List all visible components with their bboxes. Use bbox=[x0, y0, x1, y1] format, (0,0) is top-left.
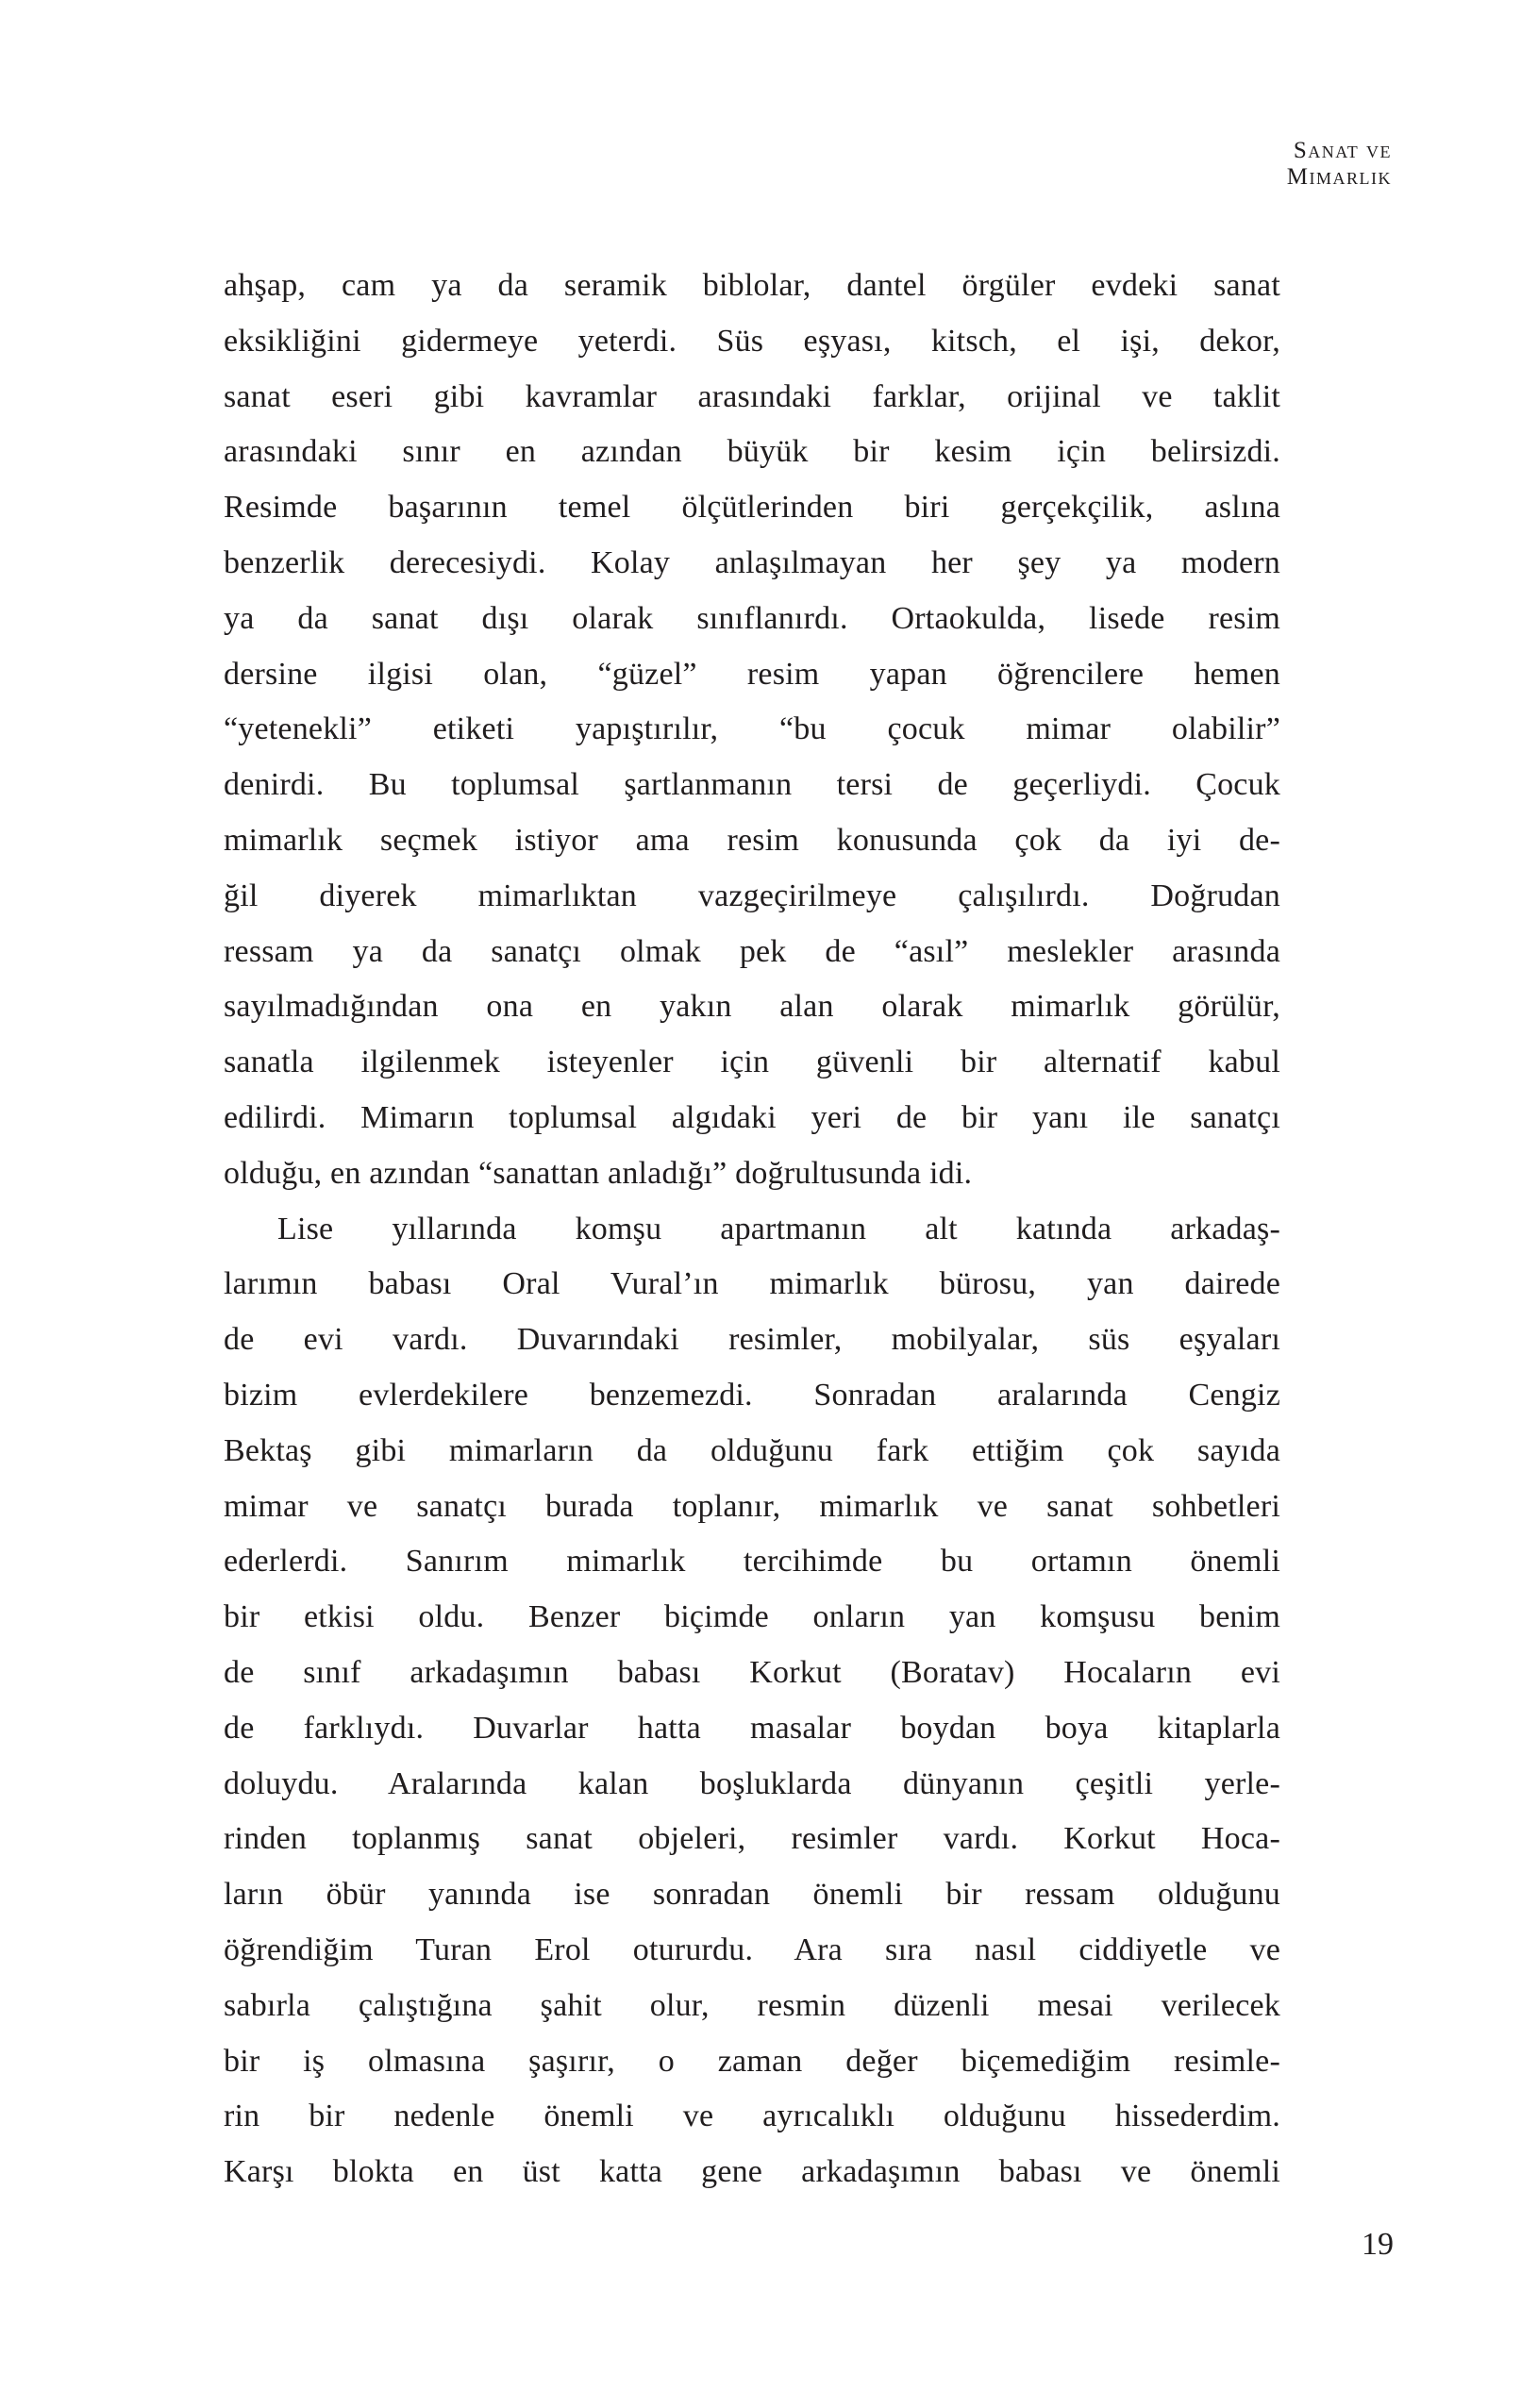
text-line: benzerlik derecesiydi. Kolay anlaşılmayan her şey ya modern bbox=[224, 544, 1280, 580]
text-line: mimarlık seçmek istiyor ama resim konusunda çok da iyi de- bbox=[224, 822, 1280, 858]
body-text-block bbox=[224, 259, 1280, 2200]
text-line: Resimde başarının temel ölçütlerinden biri gerçekçilik, aslına bbox=[224, 490, 1280, 526]
text-line: ressam ya da sanatçı olmak pek de “asıl” meslekler arasında bbox=[224, 933, 1280, 969]
text-line: mimar ve sanatçı burada toplanır, mimarlık ve sanat sohbetleri bbox=[224, 1488, 1280, 1524]
text-line: Bektaş gibi mimarların da olduğunu fark ettiğim çok sayıda bbox=[224, 1432, 1280, 1468]
text-line: doluydu. Aralarında kalan boşluklarda dünyanın çeşitli yerle- bbox=[224, 1765, 1280, 1801]
text-line: dersine ilgisi olan, “güzel” resim yapan öğrencilere hemen bbox=[224, 656, 1280, 692]
text-line: arasındaki sınır en azından büyük bir kesim için belirsizdi. bbox=[224, 434, 1280, 470]
text-line: eksikliğini gidermeye yeterdi. Süs eşyası, kitsch, el işi, dekor, bbox=[224, 323, 1280, 359]
text-line: de evi vardı. Duvarındaki resimler, mobilyalar, süs eşyaları bbox=[224, 1322, 1280, 1358]
page-number: 19 bbox=[1362, 2227, 1394, 2262]
running-header bbox=[1287, 138, 1392, 191]
text-line: öğrendiğim Turan Erol otururdu. Ara sıra nasıl ciddiyetle ve bbox=[224, 1931, 1280, 1967]
text-line: de sınıf arkadaşımın babası Korkut (Boratav) Hocaların evi bbox=[224, 1654, 1280, 1690]
text-line: Lise yıllarında komşu apartmanın alt katında arkadaş- bbox=[277, 1211, 1280, 1246]
text-line: sayılmadığından ona en yakın alan olarak mimarlık görülür, bbox=[224, 989, 1280, 1025]
text-line: ederlerdi. Sanırım mimarlık tercihimde bu ortamın önemli bbox=[224, 1544, 1280, 1580]
text-line: rinden toplanmış sanat objeleri, resimler vardı. Korkut Hoca- bbox=[224, 1821, 1280, 1857]
text-line: denirdi. Bu toplumsal şartlanmanın tersi de geçerliydi. Çocuk bbox=[224, 767, 1280, 803]
text-line: Karşı blokta en üst katta gene arkadaşımın babası ve önemli bbox=[224, 2154, 1280, 2190]
text-line: ların öbür yanında ise sonradan önemli bir ressam olduğunu bbox=[224, 1877, 1280, 1913]
text-line: bir etkisi oldu. Benzer biçimde onların yan komşusu benim bbox=[224, 1599, 1280, 1635]
running-header-line2: Mimarlık bbox=[1286, 164, 1392, 190]
text-line: sanatla ilgilenmek isteyenler için güvenli bir alternatif kabul bbox=[224, 1045, 1280, 1080]
text-line: bizim evlerdekilere benzemezdi. Sonradan aralarında Cengiz bbox=[224, 1377, 1280, 1413]
text-line: edilirdi. Mimarın toplumsal algıdaki yeri de bir yanı ile sanatçı bbox=[224, 1099, 1280, 1135]
text-line: bir iş olmasına şaşırır, o zaman değer biçemediğim resimle- bbox=[224, 2043, 1280, 2079]
text-line: ğil diyerek mimarlıktan vazgeçirilmeye çalışılırdı. Doğrudan bbox=[224, 878, 1280, 913]
text-line: sabırla çalıştığına şahit olur, resmin düzenli mesai verilecek bbox=[224, 1987, 1280, 2023]
text-line: larımın babası Oral Vural’ın mimarlık bürosu, yan dairede bbox=[224, 1266, 1280, 1302]
running-header-line1: Sanat ve bbox=[1293, 138, 1392, 163]
text-line: sanat eseri gibi kavramlar arasındaki farklar, orijinal ve taklit bbox=[224, 378, 1280, 414]
text-line: ahşap, cam ya da seramik biblolar, dantel örgüler evdeki sanat bbox=[224, 268, 1280, 303]
text-line: ya da sanat dışı olarak sınıflanırdı. Ortaokulda, lisede resim bbox=[224, 600, 1280, 636]
text-line: de farklıydı. Duvarlar hatta masalar boydan boya kitaplarla bbox=[224, 1710, 1280, 1746]
text-line: “yetenekli” etiketi yapıştırılır, “bu çocuk mimar olabilir” bbox=[224, 711, 1280, 747]
text-line: rin bir nedenle önemli ve ayrıcalıklı olduğunu hissederdim. bbox=[224, 2099, 1280, 2134]
text-line: olduğu, en azından “sanattan anladığı” doğrultusunda idi. bbox=[224, 1155, 973, 1191]
